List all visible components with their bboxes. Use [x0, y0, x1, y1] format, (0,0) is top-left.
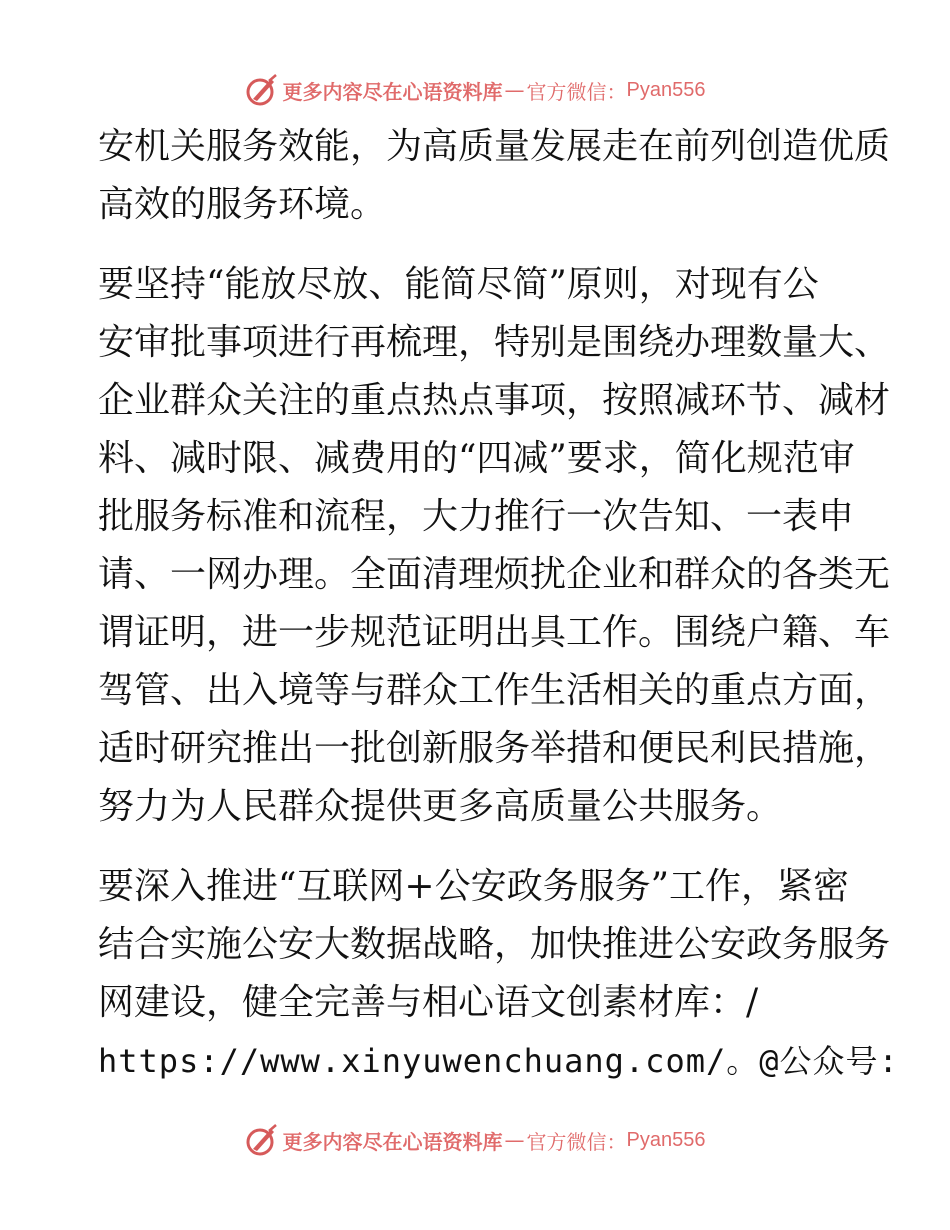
banner-main-text: 更多内容尽在心语资料库 — [282, 79, 503, 104]
text-line: 驾管、出入境等与群众工作生活相关的重点方面， — [98, 670, 891, 711]
document-body — [98, 118, 899, 1090]
text-line: 结合实施公安大数据战略，加快推进公安政务服务 — [98, 924, 891, 965]
header-banner — [0, 70, 950, 110]
text-line: 要深入推进“互联网+公安政务服务”工作，紧密 — [98, 866, 849, 907]
text-line: 安机关服务效能，为高质量发展走在前列创造优质 — [98, 126, 891, 167]
text-line: 安审批事项进行再梳理，特别是围绕办理数量大、 — [98, 322, 891, 363]
text-line: 批服务标准和流程，大力推行一次告知、一表申 — [98, 496, 855, 537]
paragraph-2 — [98, 256, 891, 836]
quill-logo-icon — [245, 73, 279, 107]
text-line: 料、减时限、减费用的“四减”要求，简化规范审 — [98, 438, 855, 479]
text-line: 企业群众关注的重点热点事项，按照减环节、减材 — [98, 380, 891, 421]
text-line: 网建设，健全完善与相心语文创素材库：/ — [98, 982, 759, 1023]
url-line: https://www.xinyuwenchuang.com/。@公众号: — [98, 1042, 899, 1080]
banner-main-text: 更多内容尽在心语资料库 — [282, 1129, 503, 1154]
banner-wechat-id: Pyan556 — [626, 1128, 706, 1151]
text-line: 适时研究推出一批创新服务举措和便民利民措施， — [98, 728, 891, 769]
banner-sub-text: 官方微信： — [526, 1129, 627, 1154]
footer-banner — [0, 1120, 950, 1160]
banner-wechat-id: Pyan556 — [626, 78, 706, 101]
text-line: 努力为人民群众提供更多高质量公共服务。 — [98, 786, 783, 827]
quill-logo-icon — [245, 1123, 279, 1157]
text-line: 高效的服务环境。 — [98, 184, 387, 225]
text-line: 要坚持“能放尽放、能简尽简”原则，对现有公 — [98, 264, 819, 305]
banner-sub-text: 官方微信： — [526, 79, 627, 104]
banner-separator: — — [504, 78, 525, 102]
text-line: 请、一网办理。全面清理烦扰企业和群众的各类无 — [98, 554, 891, 595]
paragraph-3 — [98, 858, 899, 1090]
text-line: 谓证明，进一步规范证明出具工作。围绕户籍、车 — [98, 612, 891, 653]
banner-separator: — — [504, 1128, 525, 1152]
paragraph-1 — [98, 118, 891, 234]
